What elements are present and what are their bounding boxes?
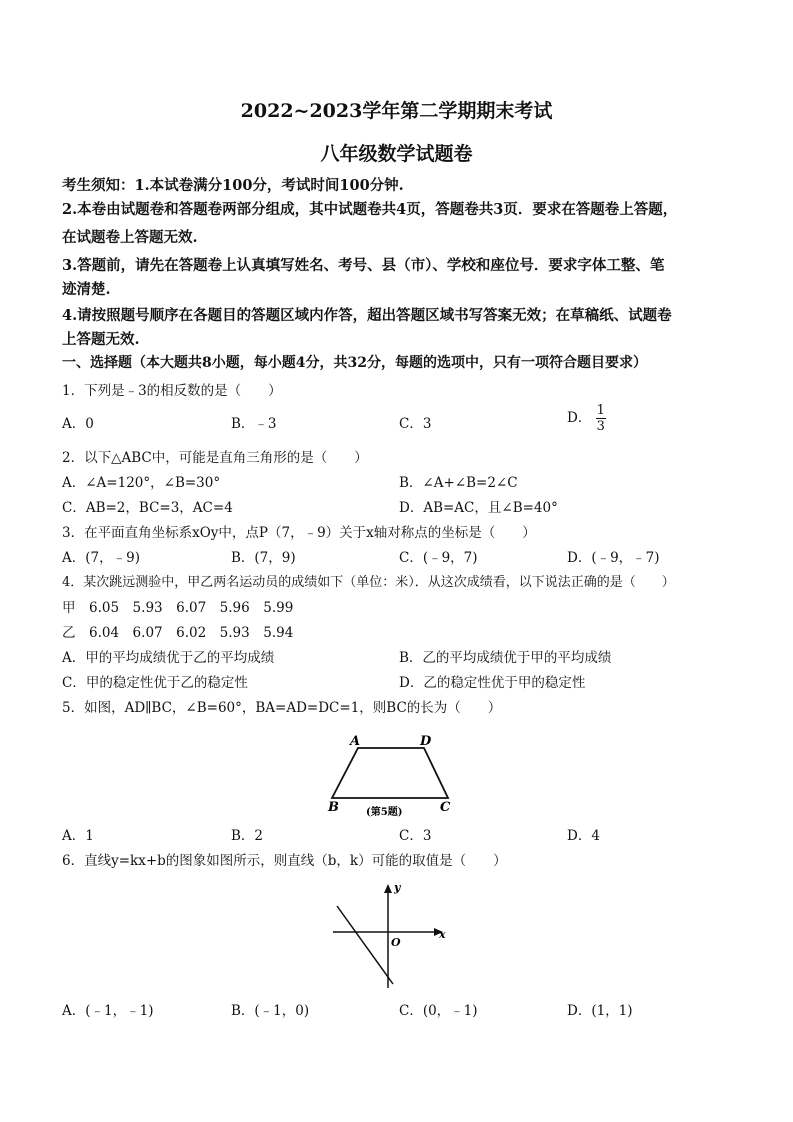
q3-stem: 3．在平面直角坐标系xOy中，点P（7，﹣9）关于x轴对称点的坐标是（ ）	[62, 525, 536, 541]
q4-row-jia: 甲 6.05 5.93 6.07 5.96 5.99	[62, 600, 294, 616]
q5-option-a: A．1	[62, 828, 94, 844]
q5-trapezoid-figure	[320, 728, 470, 820]
figure-caption: (第5题)	[366, 807, 403, 818]
q5-option-d: D．4	[567, 828, 600, 844]
graph-line	[337, 906, 393, 984]
label-d: D	[420, 734, 432, 749]
q1-stem: 1．下列是﹣3的相反数的是（ ）	[62, 383, 282, 399]
q1-option-b: B．﹣3	[231, 416, 277, 432]
q1-option-d-label: D．	[567, 410, 592, 426]
notice-line-5: 迹清楚.	[62, 281, 111, 298]
q1-fraction	[596, 403, 606, 434]
notice-line-3: 在试题卷上答题无效.	[62, 229, 198, 246]
trapezoid-shape	[332, 748, 448, 798]
notice-line-4: 3.答题前，请先在答题卷上认真填写姓名、考号、县（市）、学校和座位号．要求字体工整、笔	[62, 257, 665, 274]
label-a: A	[350, 734, 361, 749]
q4-option-a: A．甲的平均成绩优于乙的平均成绩	[62, 650, 275, 666]
notice-line-1: 考生须知：1.本试卷满分100分，考试时间100分钟.	[62, 177, 404, 194]
notice-line-2: 2.本卷由试题卷和答题卷两部分组成，其中试题卷共4页，答题卷共3页．要求在答题卷上答题，	[62, 201, 678, 218]
q3-option-c: C．(﹣9，7)	[399, 550, 478, 566]
q4-option-d: D．乙的稳定性优于甲的稳定性	[399, 675, 586, 691]
section-heading: 一、选择题（本大题共8小题，每小题4分，共32分，每题的选项中，只有一项符合题目要求）	[62, 355, 647, 371]
q4-row-yi: 乙 6.04 6.07 6.02 5.93 5.94	[62, 625, 294, 641]
q5-option-b: B．2	[231, 828, 264, 844]
q3-option-b: B．(7，9)	[231, 550, 296, 566]
q2-option-a: A．∠A=120°，∠B=30°	[62, 475, 221, 491]
y-axis-arrow-icon	[384, 884, 392, 893]
q1-option-c: C．3	[399, 416, 432, 432]
q1-option-d	[567, 403, 606, 434]
exam-subtitle: 八年级数学试题卷	[320, 143, 473, 165]
q1-fraction-numerator: 1	[596, 403, 605, 418]
q6-line-graph-figure	[325, 876, 455, 994]
q2-option-b: B．∠A+∠B=2∠C	[399, 475, 518, 491]
q1-option-a: A．0	[62, 416, 94, 432]
notice-line-6: 4.请按照题号顺序在各题目的答题区域内作答，超出答题区域书写答案无效；在草稿纸、试题卷	[62, 307, 672, 324]
y-axis-label: y	[394, 881, 401, 894]
q3-option-d: D．(﹣9，﹣7)	[567, 550, 660, 566]
q5-stem: 5．如图，AD∥BC，∠B=60°，BA=AD=DC=1，则BC的长为（ ）	[62, 700, 502, 716]
q2-option-c: C．AB=2，BC=3，AC=4	[62, 500, 233, 516]
q6-option-a: A．(﹣1，﹣1)	[62, 1003, 154, 1019]
label-c: C	[440, 800, 451, 815]
q6-stem: 6．直线y=kx+b的图象如图所示，则直线（b，k）可能的取值是（ ）	[62, 853, 507, 869]
q4-stem: 4．某次跳远测验中，甲乙两名运动员的成绩如下（单位：米）．从这次成绩看，以下说法正确的是（ ）	[62, 575, 675, 590]
q2-stem: 2．以下△ABC中，可能是直角三角形的是（ ）	[62, 450, 368, 466]
q4-option-c: C．甲的稳定性优于乙的稳定性	[62, 675, 248, 691]
notice-line-7: 上答题无效.	[62, 331, 140, 348]
label-b: B	[328, 800, 339, 815]
q1-fraction-denominator: 3	[596, 419, 605, 434]
q3-option-a: A．(7，﹣9)	[62, 550, 140, 566]
q4-option-b: B．乙的平均成绩优于甲的平均成绩	[399, 650, 612, 666]
q6-option-d: D．(1，1)	[567, 1003, 633, 1019]
q6-option-b: B．(﹣1，0)	[231, 1003, 310, 1019]
q5-option-c: C．3	[399, 828, 432, 844]
exam-title: 2022~2023学年第二学期期末考试	[240, 100, 553, 122]
origin-label: O	[391, 936, 401, 949]
q2-option-d: D．AB=AC，且∠B=40°	[399, 500, 558, 516]
x-axis-label: x	[439, 928, 446, 941]
q6-option-c: C．(0，﹣1)	[399, 1003, 478, 1019]
